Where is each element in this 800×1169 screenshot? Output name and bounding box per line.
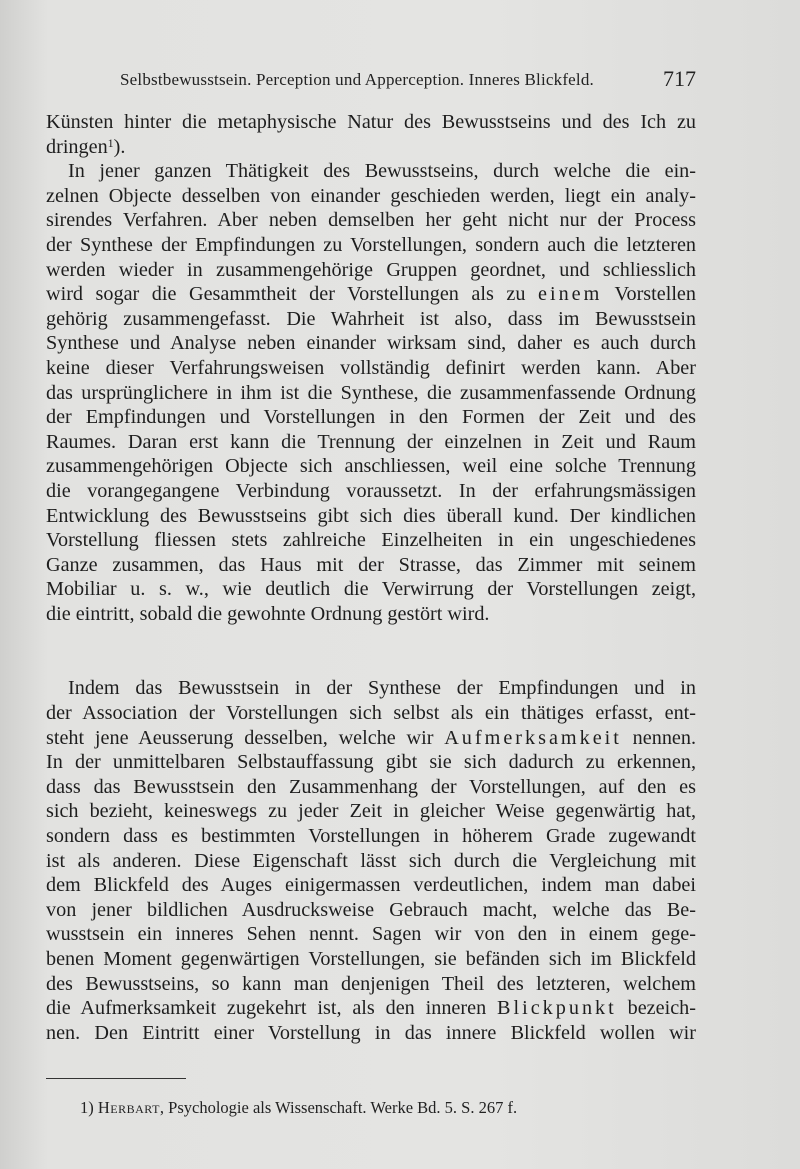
text-line: zelnen Objecte desselben von einander geschieden werden, liegt ein analy- — [46, 184, 696, 207]
text-line — [46, 726, 696, 751]
running-head: Selbstbewusstsein. Perception und Apperception. Inneres Blickfeld. — [120, 70, 594, 89]
paragraph-2 — [46, 159, 696, 626]
text-line: Ganze zusammen, das Haus mit der Strasse, das Zimmer mit seinem — [46, 553, 696, 576]
text-line: In der unmittelbaren Selbstauffassung gibt sie sich dadurch zu erkennen, — [46, 751, 696, 774]
text-line: der Synthese der Empfindungen zu Vorstellungen, sondern auch die letzteren — [46, 233, 696, 256]
text-line: Vorstellung fliessen stets zahlreiche Einzelheiten in ein ungeschiedenes — [46, 529, 696, 552]
text-line: des Bewusstseins, so kann man denjenigen Theil des letzteren, welchem — [46, 972, 696, 995]
text-fragment: dringen — [46, 135, 108, 158]
paragraph-gap — [46, 626, 696, 676]
text-line: Indem das Bewusstsein in der Synthese der Empfindungen und in — [68, 677, 696, 700]
text-line: der Association der Vorstellungen sich selbst als ein thätiges erfasst, ent- — [46, 702, 696, 725]
text-line — [46, 282, 696, 307]
text-line — [46, 996, 696, 1021]
footnote — [80, 1098, 517, 1118]
text-line: In jener ganzen Thätigkeit des Bewusstseins, durch welche die ein- — [68, 160, 696, 183]
text-line: die eintritt, sobald die gewohnte Ordnung gestört wird. — [46, 602, 490, 625]
text-line: keine dieser Verfahrungsweisen vollständig definirt werden kann. Aber — [46, 356, 696, 379]
text-fragment: wird sogar die Gesammtheit der Vorstellungen als zu — [46, 283, 526, 306]
page-number: 717 — [663, 66, 696, 91]
footnote-mark: 1 — [107, 135, 114, 150]
text-fragment: ). — [113, 135, 126, 158]
text-line: von jener bildlichen Ausdrucksweise Gebrauch macht, welche das Be- — [46, 898, 696, 921]
emphasis-aufmerksamkeit: Aufmerksamkeit — [444, 726, 622, 749]
text-line: sirendes Verfahren. Aber neben demselben her geht nicht nur der Process — [46, 209, 696, 232]
emphasis-blickpunkt: Blickpunkt — [497, 997, 617, 1020]
page-header — [70, 68, 710, 98]
text-fragment: Vorstellen — [614, 283, 696, 306]
text-line: sich bezieht, keineswegs zu jeder Zeit in gleicher Weise gegenwärtig hat, — [46, 800, 696, 823]
text-line: Synthese und Analyse neben einander wirksam sind, daher es auch durch — [46, 332, 696, 355]
text-line: ist als anderen. Diese Eigenschaft lässt sich durch die Vergleichung mit — [46, 849, 696, 872]
text-line: benen Moment gegenwärtigen Vorstellungen, sie befänden sich im Blickfeld — [46, 948, 696, 970]
text-line: werden wieder in zusammengehörige Gruppen geordnet, und schliesslich — [46, 258, 696, 281]
text-line: dem Blickfeld des Auges einigermassen verdeutlichen, indem man dabei — [46, 874, 696, 897]
text-line: Raumes. Daran erst kann die Trennung der einzelnen in Zeit und Raum — [46, 430, 696, 453]
text-fragment: steht jene Aeusserung desselben, welche wir — [46, 726, 434, 749]
text-line: Entwicklung des Bewusstseins gibt sich dies überall kund. Der kindlichen — [46, 504, 696, 527]
text-fragment: nennen. — [632, 726, 697, 749]
footnote-text: , Psychologie als Wissenschaft. Werke Bd. 5. S. 267 f. — [159, 1098, 518, 1117]
paragraph-1 — [46, 110, 696, 159]
text-line: dass das Bewusstsein den Zusammenhang der Vorstellungen, auf den es — [46, 775, 696, 798]
text-line: wusstsein ein inneres Sehen nennt. Sagen wir von den in einem gege- — [46, 923, 696, 946]
footnote-author: Herbart — [97, 1098, 160, 1117]
text-fragment: bezeich- — [627, 997, 696, 1020]
footnote-divider — [46, 1078, 186, 1079]
footnote-number: 1) — [80, 1098, 94, 1117]
text-line: das ursprünglichere in ihm ist die Synthese, die zusammenfassende Ordnung — [46, 381, 696, 404]
text-line: Künsten hinter die metaphysische Natur des Bewusstseins und des Ich zu — [46, 111, 696, 133]
emphasis-einem: einem — [538, 283, 603, 306]
text-line: gehörig zusammengefasst. Die Wahrheit ist also, dass im Bewusstsein — [46, 307, 696, 330]
text-line: der Empfindungen und Vorstellungen in den Formen der Zeit und des — [46, 406, 696, 429]
body-text — [46, 110, 696, 1045]
paragraph-3 — [46, 676, 696, 1045]
text-line: Mobiliar u. s. w., wie deutlich die Verwirrung der Vorstellungen zeigt, — [46, 578, 696, 601]
text-line: die vorangegangene Verbindung voraussetzt. In der erfahrungsmässigen — [46, 479, 696, 502]
text-line — [46, 135, 696, 160]
text-line: nen. Den Eintritt einer Vorstellung in das innere Blickfeld wollen wir — [46, 1021, 696, 1044]
text-line: sondern dass es bestimmten Vorstellungen in höherem Grade zugewandt — [46, 825, 696, 848]
text-fragment: die Aufmerksamkeit zugekehrt ist, als den inneren — [46, 997, 487, 1020]
text-line: zusammengehörigen Objecte sich anschliessen, weil eine solche Trennung — [46, 455, 696, 478]
